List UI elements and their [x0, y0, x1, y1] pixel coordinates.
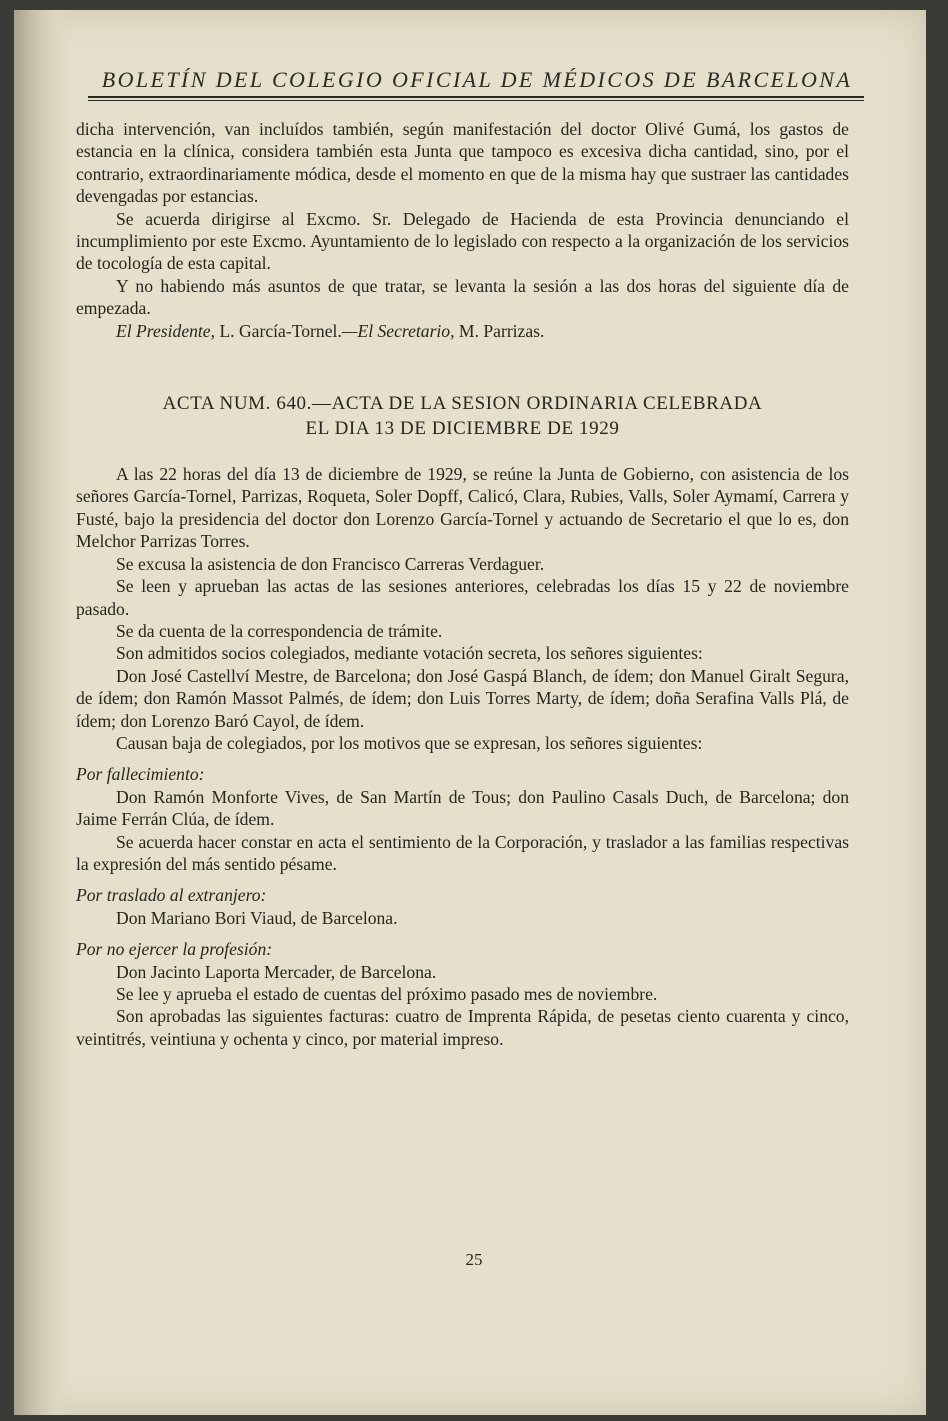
paragraph-excuse: Se excusa la asistencia de don Francisco Carreras Verdaguer.: [116, 553, 545, 574]
page-gutter-shadow: [14, 10, 72, 1415]
paragraph-attendance: A las 22 horas del día 13 de diciembre de 1929, se reúne la Junta de Gobierno, con asistencia de los señores García-Tornel, Parrizas, Roqueta, Soler Dopff, Calicó, Clara, Rubies, Valls, Soler Aymamí, Carrera y Fusté, bajo la presidencia del doctor don Lorenzo García-Tornel y actuando de Secretario el que lo es, don Melchor Parrizas Torres.: [76, 464, 849, 552]
page-number: 25: [465, 1250, 483, 1269]
article-body: [76, 118, 849, 1050]
paragraph-admitted-list: Don José Castellví Mestre, de Barcelona; don José Gaspá Blanch, de ídem; don Manuel Giralt Segura, de ídem; don Ramón Massot Palmés, de ídem; don Luis Torres Marty, de ídem; doña Serafina Valls Plá, de ídem; don Lorenzo Baró Cayol, de ídem.: [76, 665, 849, 731]
paragraph-condolences: Se acuerda hacer constar en acta el sentimiento de la Corporación, y traslador a las familias respectivas la expresión del más sentido pésame.: [76, 831, 849, 874]
signature-line: [76, 320, 849, 342]
paragraph-accounts: Se lee y aprueba el estado de cuentas del próximo pasado mes de noviembre.: [116, 984, 658, 1004]
subheading-profesion: Por no ejercer la profesión:: [76, 939, 273, 960]
paragraph-minutes: Se leen y aprueban las actas de las sesiones anteriores, celebradas los días 15 y 22 de noviembre pasado.: [76, 576, 849, 619]
paragraph-correspondence: Se da cuenta de la correspondencia de trámite.: [116, 620, 443, 641]
running-header: BOLETÍN DEL COLEGIO OFICIAL DE MÉDICOS DE BARCELONA: [101, 67, 853, 92]
subheading-fallecimiento: Por fallecimiento:: [76, 764, 205, 785]
paragraph-invoices: Son aprobadas las siguientes facturas: cuatro de Imprenta Rápida, de pesetas ciento cuarenta y cinco, veintitrés, veintiuna y ochenta y cinco, por material impreso.: [76, 1006, 849, 1049]
paragraph-closing: Y no habiendo más asuntos de que tratar, se levanta la sesión a las dos horas del siguiente día de empezada.: [76, 275, 849, 319]
acta-heading-line2: EL DIA 13 DE DICIEMBRE DE 1929: [305, 418, 620, 440]
paragraph-hacienda: Se acuerda dirigirse al Excmo. Sr. Delegado de Hacienda de esta Provincia denunciando el incumplimiento por este Excmo. Ayuntamiento de lo legislado con respecto a la organización de los servicios de tocología de esta capital.: [76, 208, 849, 274]
paragraph-deceased-list: Don Ramón Monforte Vives, de San Martín de Tous; don Paulino Casals Duch, de Barcelona; don Jaime Ferrán Clúa, de ídem.: [76, 786, 849, 830]
president-name: L. García-Tornel.: [219, 320, 342, 341]
paragraph-abroad-list: Don Mariano Bori Viaud, de Barcelona.: [116, 907, 398, 928]
paragraph-withdrawals: Causan baja de colegiados, por los motivos que se expresan, los señores siguientes:: [116, 732, 703, 753]
paragraph-admissions: Son admitidos socios colegiados, mediante votación secreta, los señores siguientes:: [116, 643, 703, 664]
secretary-label: —El Secretario,: [341, 320, 455, 341]
header-rule-thin: [88, 100, 864, 101]
acta-heading-line1: ACTA NUM. 640.—ACTA DE LA SESION ORDINARIA CELEBRADA: [162, 393, 763, 415]
paragraph-not-practicing-list: Don Jacinto Laporta Mercader, de Barcelona.: [116, 961, 437, 982]
secretary-name: M. Parrizas.: [458, 320, 545, 341]
paragraph-continuation: dicha intervención, van incluídos también, según manifestación del doctor Olivé Gumá, los gastos de estancia en la clínica, considera también esta Junta que tampoco es excesiva dicha cantidad, sino, por el contrario, extraordinariamente módica, desde el momento en que de la misma hay que sustraer las cantidades devengadas por estancias.: [76, 119, 849, 207]
header-rule-thick: [88, 96, 864, 98]
subheading-extranjero: Por traslado al extranjero:: [76, 885, 267, 906]
president-label: El Presidente,: [116, 320, 216, 341]
